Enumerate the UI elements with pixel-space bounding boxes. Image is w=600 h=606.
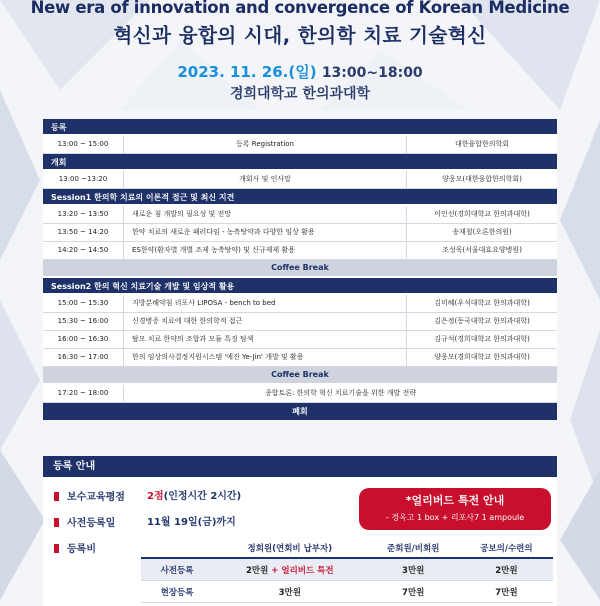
row-program: 한약 치료의 새로운 패러다임 - 농축탕약과 다양한 임상 활용: [123, 224, 406, 241]
section-opening: 개회: [43, 154, 557, 171]
credits-value: [147, 487, 241, 502]
row-program: 지방분해약침 리포사 LIPOSA - bench to bed: [123, 295, 406, 312]
fee-header-row: [141, 538, 553, 558]
early-bird-title: *얼리버드 특전 안내: [405, 494, 505, 507]
bullet-icon: [54, 544, 59, 553]
row-program: 탈모 치료 한약의 조합과 모듈 특징 탐색: [123, 331, 406, 348]
table-row: [43, 242, 557, 260]
title-korean: 혁신과 융합의 시대, 한의학 치료 기술혁신: [113, 24, 487, 47]
row-program: 새로운 침 개발의 필요성 및 전망: [123, 206, 406, 223]
coffee-break: Coffee Break: [43, 260, 557, 278]
section-session1: Session1 한의학 치료의 이론적 접근 및 최신 지견: [43, 189, 557, 206]
table-row: [43, 331, 557, 349]
coffee-break: Coffee Break: [43, 367, 557, 385]
fee-row-onsite: [141, 581, 553, 603]
row-program: 개회사 및 인사말: [123, 171, 406, 188]
closing-row: 폐회: [43, 403, 557, 420]
credits-label-text: 보수교육평점: [67, 492, 125, 503]
fee-header-regular: 정회원(연회비 납부자): [213, 538, 367, 558]
row-program: 한의 임상의사결정지원시스템 '예진 Ye-Jin' 개발 및 활용: [123, 349, 406, 366]
row-time: 13:00 ~13:20: [58, 175, 108, 183]
header: [0, 0, 600, 103]
bullet-icon: [54, 492, 59, 501]
row-time: 15:00 ~ 15:30: [57, 299, 109, 307]
event-date: [0, 63, 600, 82]
table-row: [43, 171, 557, 189]
schedule-table: [43, 119, 557, 420]
section-session2: Session2 한의 혁신 치료기술 개발 및 임상적 활용: [43, 278, 557, 295]
row-program: ES한약(환자별 개별 조제 농축탕약) 및 신규제제 활용: [123, 242, 406, 259]
early-bird-bonus: + 얼리버드 특전: [268, 565, 334, 576]
fee-cell: 7만원: [367, 581, 460, 603]
credits-points: 2점: [147, 491, 164, 502]
fee-cell: [213, 558, 367, 581]
row-time: 16:00 ~ 16:30: [57, 335, 109, 343]
row-speaker: 송재철(오론한의원): [406, 224, 557, 241]
fee-header-empty: [141, 538, 213, 558]
fee-row-label: 사전등록: [141, 558, 213, 581]
row-time: 17:20 ~ 18:00: [57, 389, 109, 397]
row-speaker: 이인선(경희대학교 한의과대학): [406, 206, 557, 223]
row-speaker: 조성욱(서울대효요양병원): [406, 242, 557, 259]
fee-cell: 3만원: [213, 581, 367, 603]
fee-header-resident: 공보의/수련의: [460, 538, 553, 558]
row-program: 등록 Registration: [123, 136, 406, 153]
pre-registration-date: 11월 19일(금)까지: [147, 517, 236, 528]
row-speaker: 양웅모(대한융합한의학회): [406, 171, 557, 188]
fee-cell: 2만원: [460, 558, 553, 581]
registration-heading: 등록 안내: [43, 456, 557, 477]
table-row: [43, 313, 557, 331]
row-time: 13:00 ~ 15:00: [57, 140, 109, 148]
fee-label: [54, 540, 96, 555]
fee-label-text: 등록비: [67, 544, 96, 555]
row-time: 13:50 ~ 14:20: [57, 228, 109, 236]
fee-row-label: 현장등록: [141, 581, 213, 603]
fee-cell-value: 2만원: [245, 565, 269, 576]
fee-table: [141, 538, 553, 603]
credits-label: [54, 488, 125, 503]
title-english: New era of innovation and convergence of Korean Medicine: [30, 0, 570, 17]
row-time: 14:20 ~ 14:50: [57, 246, 109, 254]
registration-info: [43, 456, 557, 606]
fee-row-pre: [141, 558, 553, 581]
event-time: 13:00~18:00: [321, 65, 423, 81]
pre-registration-label-text: 사전등록일: [67, 518, 116, 529]
row-time: 13:20 ~ 13:50: [57, 210, 109, 218]
credits-note: (인정시간 2시간): [163, 491, 242, 502]
table-row: [43, 136, 557, 154]
fee-header-associate: 준회원/비회원: [367, 538, 460, 558]
row-speaker: 김규석(경희대학교 한의과대학): [406, 331, 557, 348]
fee-cell: 7만원: [460, 581, 553, 603]
row-speaker: 대한융합한의학회: [406, 136, 557, 153]
row-speaker: 김미혜(우석대학교 한의과대학): [406, 295, 557, 312]
row-program: 종합토론: 한의학 혁신 치료기술을 위한 개발 전략: [123, 385, 557, 402]
early-bird-detail: - 경옥고 1 box + 리포사7 1 ampoule: [385, 513, 525, 522]
row-time: 16:30 ~ 17:00: [57, 353, 109, 361]
event-venue: 경희대학교 한의과대학: [229, 86, 371, 102]
row-program: 신경병증 치료에 대한 한의학적 접근: [123, 313, 406, 330]
table-row: [43, 349, 557, 367]
row-time: 15:30 ~ 16:00: [57, 317, 109, 325]
fee-cell: 3만원: [367, 558, 460, 581]
table-row: [43, 206, 557, 224]
table-row: [43, 224, 557, 242]
row-speaker: 양웅모(경희대학교 한의과대학): [406, 349, 557, 366]
table-row: [43, 385, 557, 403]
section-registration: 등록: [43, 119, 557, 136]
bullet-icon: [54, 518, 59, 527]
event-date-day: 2023. 11. 26.(일): [177, 63, 317, 81]
row-speaker: 김은정(동국대학교 한의과대학): [406, 313, 557, 330]
pre-registration-label: [54, 514, 115, 529]
early-bird-box: [359, 488, 551, 530]
table-row: [43, 295, 557, 313]
